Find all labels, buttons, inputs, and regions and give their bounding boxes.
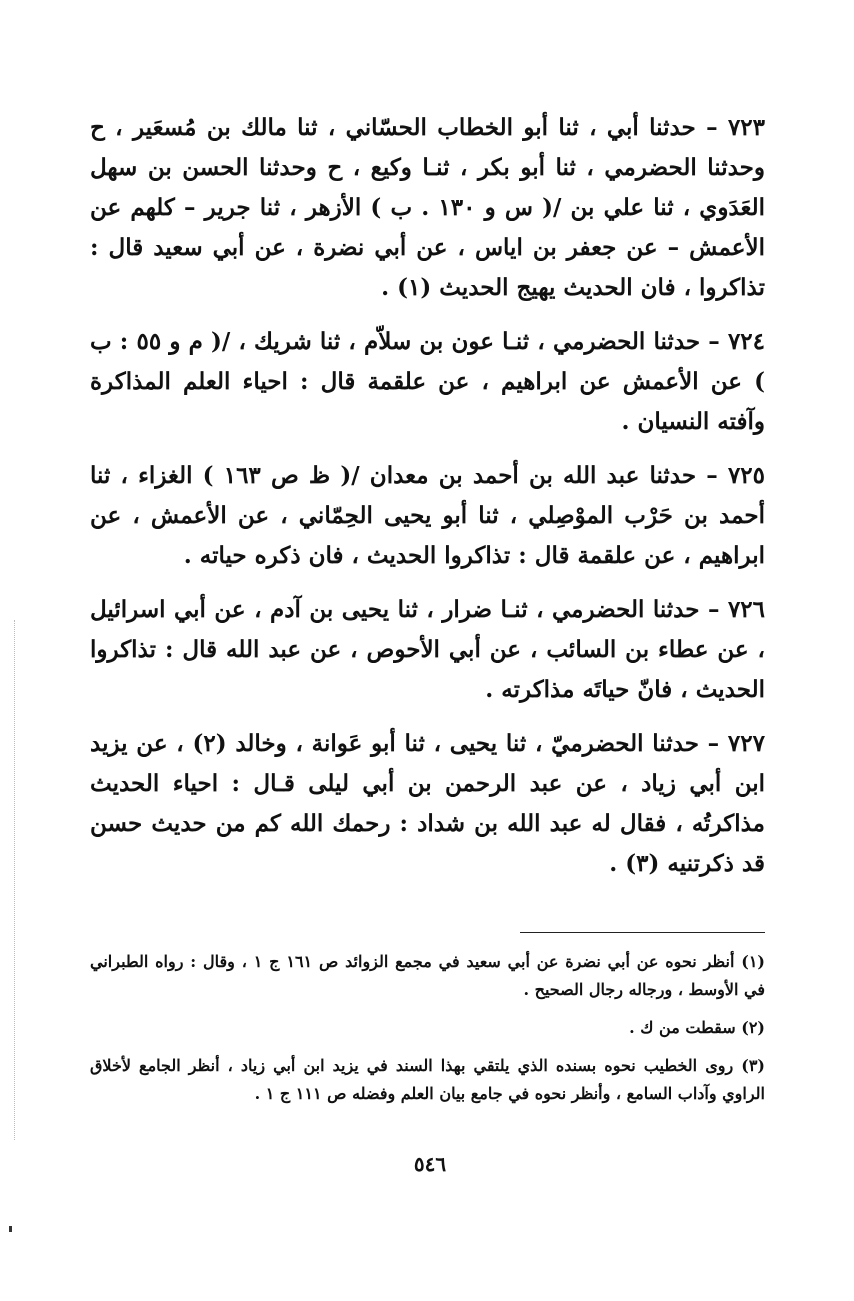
scan-margin-artifact [14,620,16,1140]
page-number: ٥٤٦ [413,1152,447,1176]
hadith-entry-723: ٧٢٣ – حدثنا أبي ، ثنا أبو الخطاب الحسّاني ، ثنا مالك بن مُسعَير ، ح وحدثنا الحضرمي ، ثنا أبو بكر ، ثنـا وكيع ، ح وحدثنا الحسن بن سهل العَدَوي ، ثنا علي بن /( س و ١٣٠ . ب ) الأزهر ، ثنا جرير – كلهم عن الأعمش – عن جعفر بن اياس ، عن أبي نضرة ، عن أبي سعيد قال : تذاكروا ، فان الحديث يهيج الحديث (١) . [90,114,765,301]
hadith-entry-724: ٧٢٤ – حدثنا الحضرمي ، ثنـا عون بن سلاّم ، ثنا شريك ، /( م و ٥٥ : ب ) عن الأعمش عن ابراهيم ، عن علقمة قال : احياء العلم المذاكرة وآفته النسيان . [90,328,765,435]
scan-speck [9,1226,12,1232]
footnote-2: (٢) سقطت من ك . [629,1018,765,1037]
footnote-1: (١) أنظر نحوه عن أبي نضرة عن أبي سعيد في مجمع الزوائد ص ١٦١ ج ١ ، وقال : رواه الطبراني في الأوسط ، ورجاله رجال الصحيح . [90,952,765,999]
hadith-entry-727: ٧٢٧ – حدثنا الحضرميّ ، ثنا يحيى ، ثنا أبو عَوانة ، وخالد (٢) ، عن يزيد ابن أبي زياد ، عن عبد الرحمن بن أبي ليلى قـال : احياء الحديث مذاكرتُه ، فقال له عبد الله بن شداد : رحمك الله كم من حديث حسن قد ذكرتنيه (٣) . [90,730,765,877]
footnote-divider [520,932,765,933]
hadith-entry-725: ٧٢٥ – حدثنا عبد الله بن أحمد بن معدان /( ظ ص ١٦٣ ) الغزاء ، ثنا أحمد بن حَرْب الموْصِلي ، ثنا أبو يحيى الحِمّاني ، عن الأعمش ، عن ابراهيم ، عن علقمة قال : تذاكروا الحديث ، فان ذكره حياته . [90,462,765,569]
footnote-3: (٣) روى الخطيب نحوه بسنده الذي يلتقي بهذا السند في يزيد ابن أبي زياد ، أنظر الجامع لأخلاق الراوي وآداب السامع ، وأنظر نحوه في جامع بيان العلم وفضله ص ١١١ ج ١ . [90,1056,765,1103]
footnotes [90,948,765,1118]
hadith-entry-726: ٧٢٦ – حدثنا الحضرمي ، ثنـا ضرار ، ثنا يحيى بن آدم ، عن أبي اسرائيل ، عن عطاء بن السائب ، عن أبي الأحوص ، عن عبد الله قال : تذاكروا الحديث ، فانّ حياتَه مذاكرته . [90,596,765,703]
main-text [90,108,765,898]
